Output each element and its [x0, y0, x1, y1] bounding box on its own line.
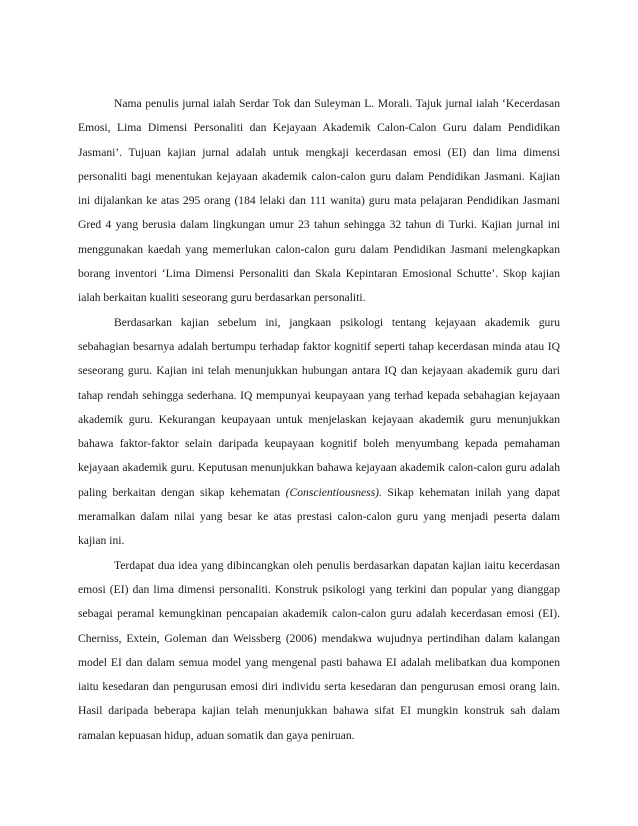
paragraph-2-text-end: Sikap kehematan inilah yang dapat meramalkan dalam nilai yang besar ke atas prestasi calon-calon guru yang menjadi peserta dalam kajian ini. [78, 485, 560, 548]
paragraph-3-text: Terdapat dua idea yang dibincangkan oleh penulis berdasarkan dapatan kajian iaitu kecerdasan emosi (EI) dan lima dimensi personaliti. Konstruk psikologi yang terkini dan popular yang dianggap sebagai peramal kemungkinan pencapaian akademik calon-calon guru adalah kecerdasan emosi (EI). Cherniss, Extein, Goleman dan Weissberg (2006) mendakwa wujudnya pertindihan dalam kalangan model EI dan dalam semua model yang mengenal pasti bahawa EI adalah melibatkan dua komponen iaitu kesedaran dan pengurusan emosi diri individu serta kesedaran dan pengurusan emosi orang lain. Hasil daripada beberapa kajian telah menunjukkan bahawa sifat EI mungkin konstruk sah dalam ramalan kepuasan hidup, aduan somatik dan gaya peniruan. [78, 558, 560, 742]
paragraph-2-italic-term: (Conscientiousness). [285, 485, 382, 499]
paragraph-2-text-start: Berdasarkan kajian sebelum ini, jangkaan psikologi tentang kejayaan akademik guru sebahagian besarnya adalah bertumpu terhadap faktor kognitif seperti tahap kecerdasan minda atau IQ seseorang guru. Kajian ini telah menunjukkan hubungan antara IQ dan kejayaan akademik guru dari tahap rendah sehingga sederhana. IQ mempunyai keupayaan yang terhad kepada sebahagian kejayaan akademik guru. Kekurangan keupayaan untuk menjelaskan kejayaan akademik guru menunjukkan bahawa faktor-faktor selain daripada keupayaan kognitif boleh menyumbang kepada pemahaman kejayaan akademik guru. Keputusan menunjukkan bahawa kejayaan akademik calon-calon guru adalah paling berkaitan dengan sikap kehematan [78, 315, 560, 499]
paragraph-1-text: Nama penulis jurnal ialah Serdar Tok dan Suleyman L. Morali. Tajuk jurnal ialah ‘Kecerdasan Emosi, Lima Dimensi Personaliti dan Kejayaan Akademik Calon-Calon Guru dalam Pendidikan Jasmani’. Tujuan kajian jurnal adalah untuk mengkaji kecerdasan emosi (EI) dan lima dimensi personaliti bagi menentukan kejayaan akademik calon-calon guru dalam Pendidikan Jasmani. Kajian ini dijalankan ke atas 295 orang (184 lelaki dan 111 wanita) guru mata pelajaran Pendidikan Jasmani Gred 4 yang berusia dalam lingkungan umur 23 tahun sehingga 32 tahun di Turki. Kajian jurnal ini menggunakan kaedah yang memerlukan calon-calon guru dalam Pendidikan Jasmani melengkapkan borang inventori ‘Lima Dimensi Personaliti dan Skala Kepintaran Emosional Schutte’. Skop kajian ialah berkaitan kualiti seseorang guru berdasarkan personaliti. [78, 97, 560, 305]
document-page [78, 92, 560, 748]
paragraph-2 [78, 311, 560, 554]
paragraph-3 [78, 554, 560, 748]
paragraph-1 [78, 92, 560, 311]
